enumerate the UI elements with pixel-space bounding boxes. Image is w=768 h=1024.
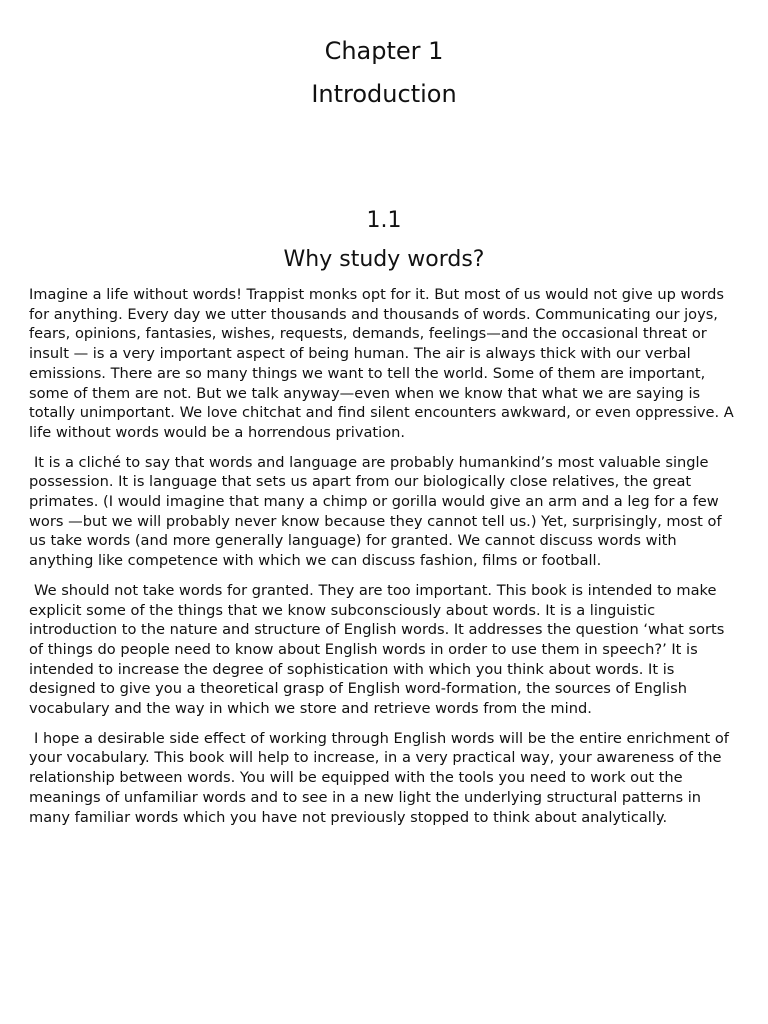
paragraph-4: I hope a desirable side effect of working through English words will be the entire enrichment of your vocabulary. This book will help to increase, in a very practical way, your awareness of the relationship between words. You will be equipped with the tools you need to work out the meanings of unfamiliar words and to see in a new light the underlying structural patterns in many familiar words which you have not previously stopped to think about analytically. xyxy=(29,729,729,826)
paragraph-2: It is a cliché to say that words and language are probably humankind’s most valuable single possession. It is language that sets us apart from our biologically close relatives, the great primates. (I would imagine that many a chimp or gorilla would give an arm and a leg for a few wors —but we will probably never know because they cannot tell us.) Yet, surprisingly, most of us take words (and more generally language) for granted. We cannot discuss words with anything like competence with which we can discuss fashion, films or football. xyxy=(29,453,722,570)
paragraph-3: We should not take words for granted. They are too important. This book is intended to make explicit some of the things that we know subconsciously about words. It is a linguistic introduction to the nature and structure of English words. It addresses the question ‘what sorts of things do people need to know about English words in order to use them in speech?’ It is intended to increase the degree of sophistication with which you think about words. It is designed to give you a theoretical grasp of English word-formation, the sources of English vocabulary and the way in which we store and retrieve words from the mind. xyxy=(29,581,725,718)
section-number: 1.1 xyxy=(366,208,402,233)
chapter-number: Chapter 1 xyxy=(324,37,444,65)
chapter-title: Introduction xyxy=(311,80,457,108)
section-title: Why study words? xyxy=(283,247,485,272)
paragraph-1: Imagine a life without words! Trappist monks opt for it. But most of us would not give up words for anything. Every day we utter thousands and thousands of words. Communicating our joys, fears, opinions, fantasies, wishes, requests, demands, feelings—and the occasional threat or insult — is a very important aspect of being human. The air is always thick with our verbal emissions. There are so many things we want to tell the world. Some of them are important, some of them are not. But we talk anyway—even when we know that what we are saying is totally unimportant. We love chitchat and find silent encounters awkward, or even oppressive. A life without words would be a horrendous privation. xyxy=(29,286,734,441)
body-text xyxy=(29,285,741,837)
